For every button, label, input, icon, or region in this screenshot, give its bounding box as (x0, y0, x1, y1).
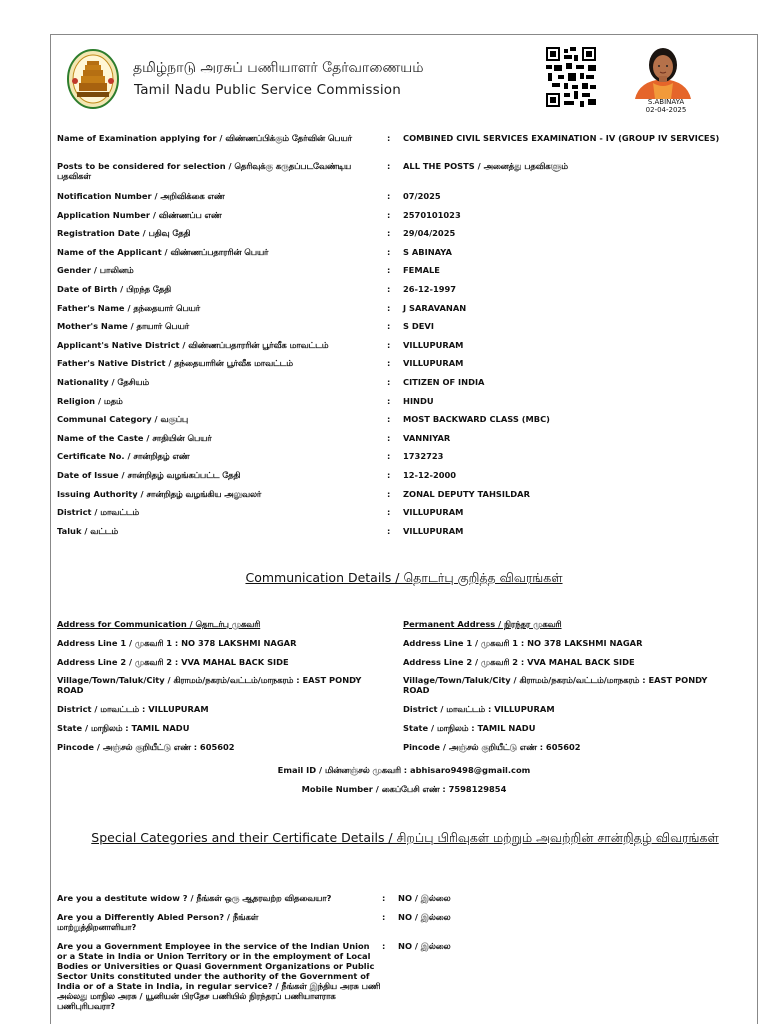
comm-address-line: Pincode / அஞ்சல் குறியீட்டு எண் : 605602 (57, 742, 235, 752)
special-section-title: Special Categories and their Certificate Details / சிறப்பு பிரிவுகள் மற்றும் அவற்றின் சான்றிதழ் விவரங்கள் (91, 830, 719, 845)
photo-caption (633, 98, 699, 114)
header (51, 35, 757, 113)
detail-row: Name of the Applicant / விண்ணப்பதாரரின் பெயர் : S ABINAYA (57, 247, 747, 257)
detail-row: Applicant's Native District / விண்ணப்பதாரரின் பூர்வீக மாவட்டம் : VILLUPURAM (57, 340, 747, 350)
perm-address-line: Pincode / அஞ்சல் குறியீட்டு எண் : 605602 (403, 742, 581, 752)
perm-address-line: Address Line 1 / முகவரி 1 : NO 378 LAKSHMI NAGAR (403, 638, 643, 648)
photo-date: 02-04-2025 (645, 106, 687, 114)
detail-row: Mother's Name / தாயார் பெயர் : S DEVI (57, 321, 747, 331)
special-row: Are you a Government Employee in the service of the Indian Union or a State in India or Union Territory or in the employment of Local Bodies or Universities or Quasi Government Organizations or Public Sector Units constituted under the authority of the Government of India or of a State in India, in regular service? / நீங்கள் இந்திய அரசு பணி அல்லது மாநில அரசு / யூனியன் பிரதேச பணியில் நிரந்தரப் பணியாளராக பணிபுரிபவரா? : NO / இல்லை (57, 941, 747, 1011)
detail-label: District / மாவட்டம் (57, 507, 140, 517)
detail-label: Notification Number / அறிவிக்கை எண் (57, 191, 225, 201)
detail-row: Father's Name / தந்தையார் பெயர் : J SARAVANAN (57, 303, 747, 313)
detail-value: J SARAVANAN (403, 303, 467, 313)
comm-address-line: Village/Town/Taluk/City / கிராமம்/நகரம்/வட்டம்/மாநகரம் : EAST PONDY ROAD (57, 675, 362, 695)
detail-label: Father's Native District / தந்தையாரின் பூர்வீக மாவட்டம் (57, 358, 293, 368)
detail-row: Posts to be considered for selection / தெரிவுக்கு கருதப்படவேண்டிய பதவிகள் : ALL THE POSTS / அனைத்து பதவிகளும் (57, 161, 747, 181)
detail-row: Application Number / விண்ணப்ப எண் : 2570101023 (57, 210, 747, 220)
detail-value: 26-12-1997 (403, 284, 457, 294)
detail-value: VILLUPURAM (403, 507, 464, 517)
tnpsc-emblem-icon (67, 49, 119, 109)
detail-label: Nationality / தேசியம் (57, 377, 150, 387)
application-page (50, 34, 758, 1024)
candidate-photo (631, 43, 695, 99)
detail-label: Name of the Applicant / விண்ணப்பதாரரின் பெயர் (57, 247, 269, 257)
special-label: Are you a Differently Abled Person? / நீங்கள் மாற்றுத்திறனாளியா? (57, 912, 259, 932)
detail-label: Posts to be considered for selection / தெரிவுக்கு கருதப்படவேண்டிய பதவிகள் (57, 161, 352, 181)
perm-address-line: Address Line 2 / முகவரி 2 : VVA MAHAL BACK SIDE (403, 657, 635, 667)
detail-value: ZONAL DEPUTY TAHSILDAR (403, 489, 530, 499)
detail-value: VILLUPURAM (403, 358, 464, 368)
detail-label: Registration Date / பதிவு தேதி (57, 228, 191, 238)
email-line: Email ID / மின்னஞ்சல் முகவரி : abhisaro9498@gmail.com (277, 765, 531, 775)
comm-address-heading: Address for Communication / தொடர்பு முகவரி (57, 619, 261, 629)
detail-label: Father's Name / தந்தையார் பெயர் (57, 303, 201, 313)
comm-address-line: Address Line 2 / முகவரி 2 : VVA MAHAL BACK SIDE (57, 657, 289, 667)
detail-label: Gender / பாலினம் (57, 265, 134, 275)
special-value: NO / இல்லை (398, 893, 451, 903)
detail-label: Mother's Name / தாயார் பெயர் (57, 321, 190, 331)
detail-label: Religion / மதம் (57, 396, 123, 406)
special-value: NO / இல்லை (398, 941, 451, 951)
photo-name: S.ABINAYA (647, 98, 685, 106)
detail-value: 1732723 (403, 451, 444, 461)
detail-row: Name of Examination applying for / விண்ணப்பிக்கும் தேர்வின் பெயர் : COMBINED CIVIL SERVICES EXAMINATION - IV (GROUP IV SERVICES) (57, 133, 747, 143)
detail-row: Nationality / தேசியம் : CITIZEN OF INDIA (57, 377, 747, 387)
detail-label: Date of Issue / சான்றிதழ் வழங்கப்பட்ட தேதி (57, 470, 241, 480)
detail-row: Name of the Caste / சாதியின் பெயர் : VANNIYAR (57, 433, 747, 443)
detail-value: VILLUPURAM (403, 340, 464, 350)
detail-value: CITIZEN OF INDIA (403, 377, 485, 387)
detail-value: S DEVI (403, 321, 434, 331)
detail-row: Taluk / வட்டம் : VILLUPURAM (57, 526, 747, 536)
detail-value: MOST BACKWARD CLASS (MBC) (403, 414, 550, 424)
detail-row: Registration Date / பதிவு தேதி : 29/04/2025 (57, 228, 747, 238)
detail-row: Certificate No. / சான்றிதழ் எண் : 1732723 (57, 451, 747, 461)
detail-label: Issuing Authority / சான்றிதழ் வழங்கிய அலுவலர் (57, 489, 262, 499)
detail-label: Communal Category / வகுப்பு (57, 414, 189, 424)
detail-value: VILLUPURAM (403, 526, 464, 536)
detail-label: Name of Examination applying for / விண்ணப்பிக்கும் தேர்வின் பெயர் (57, 133, 352, 143)
detail-row: Date of Issue / சான்றிதழ் வழங்கப்பட்ட தேதி : 12-12-2000 (57, 470, 747, 480)
comm-address-line: State / மாநிலம் : TAMIL NADU (57, 723, 190, 733)
detail-value: 12-12-2000 (403, 470, 457, 480)
detail-label: Application Number / விண்ணப்ப எண் (57, 210, 222, 220)
detail-value: FEMALE (403, 265, 440, 275)
detail-label: Applicant's Native District / விண்ணப்பதாரரின் பூர்வீக மாவட்டம் (57, 340, 329, 350)
detail-value: HINDU (403, 396, 434, 406)
detail-value: ALL THE POSTS / அனைத்து பதவிகளும் (403, 161, 568, 171)
special-label: Are you a Government Employee in the service of the Indian Union or a State in India or Union Territory or in the employment of Local Bodies or Universities or Quasi Government Organizations or Public Sector Units constituted under the authority of the Government of India or of a State in India, in regular service? / நீங்கள் இந்திய அரசு பணி அல்லது மாநில அரசு / யூனியன் பிரதேச பணியில் நிரந்தரப் பணியாளராக பணிபுரிபவரா? (57, 941, 381, 1011)
tnpsc-title-english: Tamil Nadu Public Service Commission (134, 82, 402, 98)
special-label: Are you a destitute widow ? / நீங்கள் ஒரு ஆதரவற்ற விதவையா? (57, 893, 332, 903)
detail-row: Religion / மதம் : HINDU (57, 396, 747, 406)
detail-row: Father's Native District / தந்தையாரின் பூர்வீக மாவட்டம் : VILLUPURAM (57, 358, 747, 368)
qr-code-icon (546, 47, 596, 107)
perm-address-heading: Permanent Address / நிரந்தர முகவரி (403, 619, 562, 629)
detail-value: 2570101023 (403, 210, 461, 220)
detail-value: S ABINAYA (403, 247, 452, 257)
comm-address-line: District / மாவட்டம் : VILLUPURAM (57, 704, 209, 714)
detail-label: Taluk / வட்டம் (57, 526, 119, 536)
detail-row: Gender / பாலினம் : FEMALE (57, 265, 747, 275)
tnpsc-title-tamil: தமிழ்நாடு அரசுப் பணியாளர் தேர்வாணையம் (133, 60, 424, 76)
mobile-line: Mobile Number / கைப்பேசி எண் : 7598129854 (301, 784, 507, 794)
detail-label: Name of the Caste / சாதியின் பெயர் (57, 433, 212, 443)
detail-row: Communal Category / வகுப்பு : MOST BACKWARD CLASS (MBC) (57, 414, 747, 424)
communication-section-title: Communication Details / தொடர்பு குறித்த விவரங்கள் (245, 570, 563, 585)
special-row: Are you a destitute widow ? / நீங்கள் ஒரு ஆதரவற்ற விதவையா? : NO / இல்லை (57, 893, 747, 903)
detail-value: COMBINED CIVIL SERVICES EXAMINATION - IV (GROUP IV SERVICES) (403, 133, 720, 143)
detail-value: VANNIYAR (403, 433, 451, 443)
detail-row: District / மாவட்டம் : VILLUPURAM (57, 507, 747, 517)
detail-row: Notification Number / அறிவிக்கை எண் : 07/2025 (57, 191, 747, 201)
perm-address-line: Village/Town/Taluk/City / கிராமம்/நகரம்/வட்டம்/மாநகரம் : EAST PONDY ROAD (403, 675, 708, 695)
detail-value: 29/04/2025 (403, 228, 456, 238)
detail-label: Certificate No. / சான்றிதழ் எண் (57, 451, 190, 461)
detail-label: Date of Birth / பிறந்த தேதி (57, 284, 172, 294)
special-row: Are you a Differently Abled Person? / நீங்கள் மாற்றுத்திறனாளியா? : NO / இல்லை (57, 912, 747, 932)
detail-value: 07/2025 (403, 191, 441, 201)
detail-row: Date of Birth / பிறந்த தேதி : 26-12-1997 (57, 284, 747, 294)
perm-address-line: District / மாவட்டம் : VILLUPURAM (403, 704, 555, 714)
perm-address-line: State / மாநிலம் : TAMIL NADU (403, 723, 536, 733)
comm-address-line: Address Line 1 / முகவரி 1 : NO 378 LAKSHMI NAGAR (57, 638, 297, 648)
special-value: NO / இல்லை (398, 912, 451, 922)
detail-row: Issuing Authority / சான்றிதழ் வழங்கிய அலுவலர் : ZONAL DEPUTY TAHSILDAR (57, 489, 747, 499)
